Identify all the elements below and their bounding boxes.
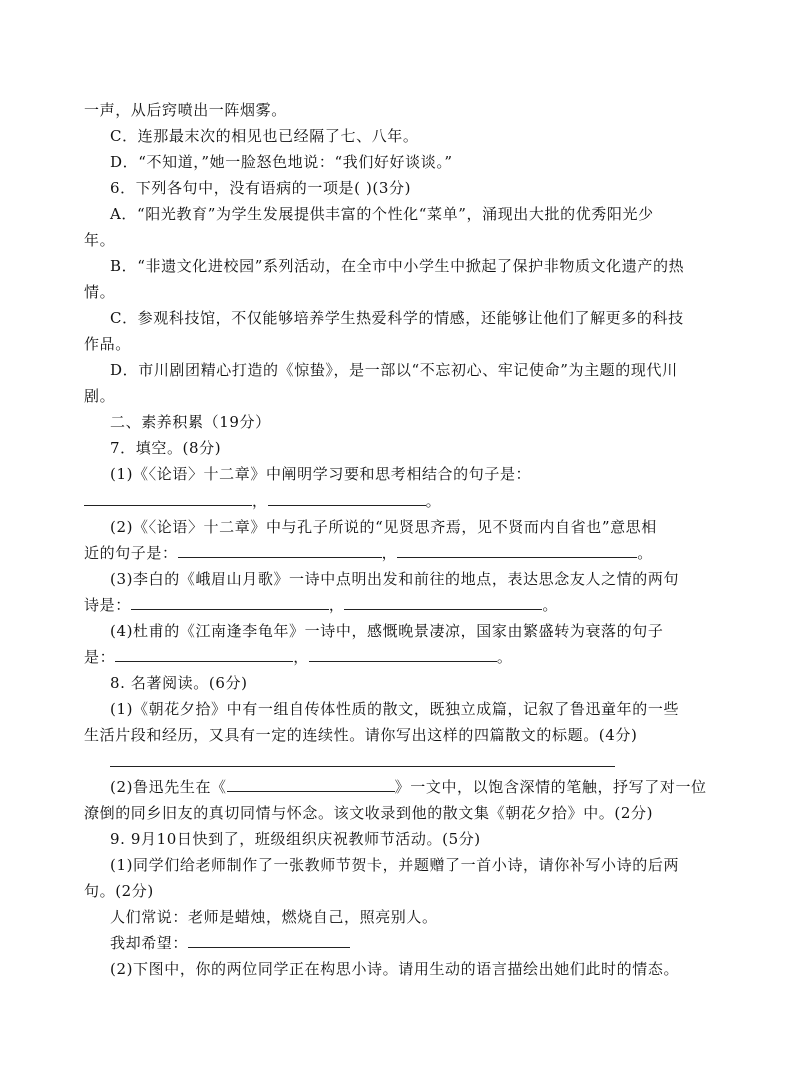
answer-blank[interactable] bbox=[268, 490, 426, 506]
answer-blank[interactable] bbox=[227, 776, 395, 792]
answer-blank[interactable] bbox=[178, 542, 382, 558]
section-2-heading: 二、素养积累（19分） bbox=[110, 413, 271, 431]
q9-part-1-cont: 句。(2分) bbox=[84, 882, 154, 900]
q9-poem-line-1: 人们常说：老师是蜡烛，燃烧自己，照亮别人。 bbox=[110, 908, 438, 926]
q7-4-answer-line bbox=[84, 644, 512, 670]
answer-blank[interactable] bbox=[131, 594, 329, 610]
punct-period: 。 bbox=[542, 596, 559, 614]
q7-part-3: (3)李白的《峨眉山月歌》一诗中点明出发和前往的地点，表达思念友人之情的两句 bbox=[110, 570, 680, 588]
answer-blank[interactable] bbox=[344, 594, 542, 610]
q7-4-prefix: 是： bbox=[84, 648, 116, 666]
q8-1-answer-line[interactable] bbox=[110, 766, 615, 767]
q8-part-1: (1)《朝花夕拾》中有一组自传体性质的散文，既独立成篇，记叙了鲁迅童年的一些 bbox=[110, 700, 680, 718]
option-c: C．连那最末次的相见也已经隔了七、八年。 bbox=[110, 127, 419, 145]
q9-poem-line-2 bbox=[110, 930, 350, 956]
question-8: 8. 名著阅读。(6分) bbox=[110, 674, 248, 692]
q6-option-a: A．“阳光教育”为学生发展提供丰富的个性化“菜单”，涌现出大批的优秀阳光少 bbox=[110, 205, 654, 223]
question-6: 6．下列各句中，没有语病的一项是( )(3分) bbox=[110, 179, 412, 197]
answer-blank[interactable] bbox=[188, 932, 350, 948]
q8-2-suffix: 》一文中，以饱含深情的笔触，抒写了对一位 bbox=[394, 778, 707, 796]
answer-blank[interactable] bbox=[309, 646, 497, 662]
q7-2-prefix: 近的句子是： bbox=[84, 544, 178, 562]
q6-option-c-cont: 作品。 bbox=[84, 335, 131, 353]
q6-option-a-cont: 年。 bbox=[84, 231, 116, 249]
q7-part-4: (4)杜甫的《江南逢李龟年》一诗中，感慨晚景凄凉，国家由繁盛转为衰落的句子 bbox=[110, 622, 664, 640]
q8-part-2-cont: 潦倒的同乡旧友的真切同情与怀念。该文收录到他的散文集《朝花夕拾》中。(2分) bbox=[84, 804, 654, 822]
q8-2-prefix: (2)鲁迅先生在《 bbox=[110, 778, 227, 796]
q7-1-answer-line bbox=[84, 488, 441, 514]
q6-option-d: D．市川剧团精心打造的《惊蛰》，是一部以“不忘初心、牢记使命”为主题的现代川 bbox=[110, 361, 678, 379]
q7-2-answer-line bbox=[84, 540, 653, 566]
punct-comma: ， bbox=[381, 544, 398, 562]
q9-poem-prefix: 我却希望： bbox=[110, 934, 189, 952]
answer-blank[interactable] bbox=[115, 646, 293, 662]
question-9: 9. 9月10日快到了，班级组织庆祝教师节活动。(5分) bbox=[110, 830, 481, 848]
q7-part-1: (1)《〈论语〉十二章》中阐明学习要和思考相结合的句子是： bbox=[110, 465, 532, 483]
q6-option-c: C．参观科技馆，不仅能够培养学生热爱科学的情感，还能够让他们了解更多的科技 bbox=[110, 309, 684, 327]
q9-part-2: (2)下图中，你的两位同学正在构思小诗。请用生动的语言描绘出她们此时的情态。 bbox=[110, 960, 680, 978]
q6-option-b-cont: 情。 bbox=[84, 283, 116, 301]
q6-option-d-cont: 剧。 bbox=[84, 387, 116, 405]
punct-comma: ， bbox=[252, 492, 268, 510]
option-d: D．“不知道，”她一脸怒色地说：“我们好好谈谈。” bbox=[110, 153, 453, 171]
punct-comma: ， bbox=[293, 648, 309, 666]
answer-blank[interactable] bbox=[84, 490, 252, 506]
q8-part-2 bbox=[110, 774, 707, 800]
punct-period: 。 bbox=[425, 492, 442, 510]
punct-period: 。 bbox=[496, 648, 513, 666]
punct-period: 。 bbox=[637, 544, 653, 562]
q7-3-prefix: 诗是： bbox=[84, 596, 131, 614]
question-7: 7．填空。(8分) bbox=[110, 439, 222, 457]
q7-3-answer-line bbox=[84, 592, 558, 618]
text-line: 一声，从后窍喷出一阵烟雾。 bbox=[84, 101, 287, 119]
q7-part-2: (2)《〈论语〉十二章》中与孔子所说的“见贤思齐焉，见不贤而内自省也”意思相 bbox=[110, 518, 657, 536]
punct-comma: ， bbox=[328, 596, 345, 614]
q6-option-b: B．“非遗文化进校园”系列活动，在全市中小学生中掀起了保护非物质文化遗产的热 bbox=[110, 257, 685, 275]
answer-blank[interactable] bbox=[397, 542, 637, 558]
q8-part-1-cont: 生活片段和经历，又具有一定的连续性。请你写出这样的四篇散文的标题。(4分) bbox=[84, 726, 638, 744]
q9-part-1: (1)同学们给老师制作了一张教师节贺卡，并题赠了一首小诗，请你补写小诗的后两 bbox=[110, 856, 680, 874]
